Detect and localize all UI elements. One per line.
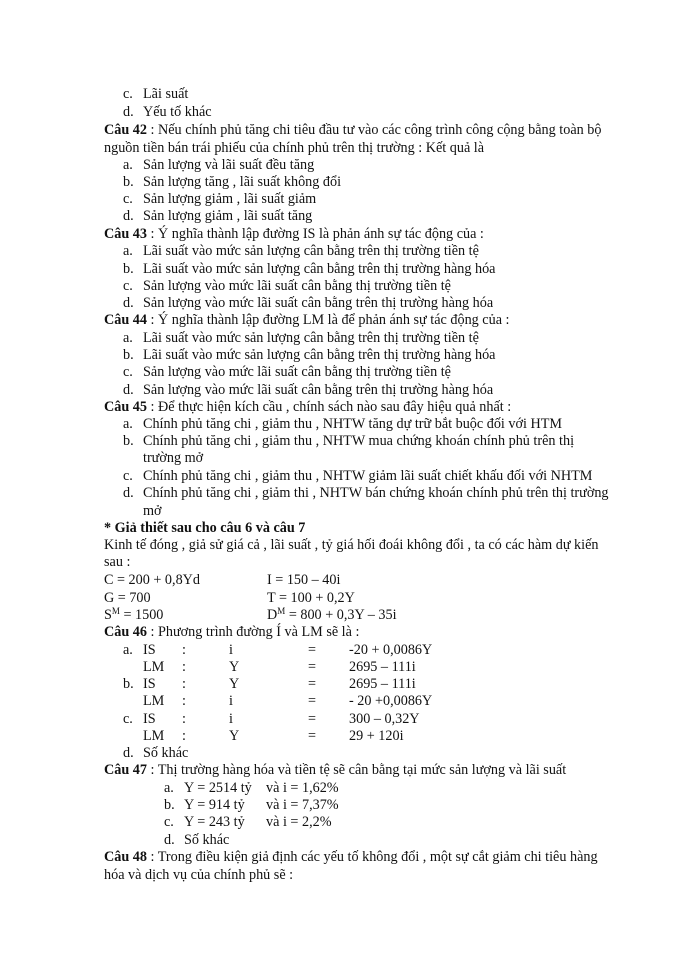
q45-option-b-text-line1: Chính phủ tăng chi , giảm thu , NHTW mua chứng khoán chính phủ trên thị [143,433,575,449]
question-44-text: : Ý nghĩa thành lập đường LM là để phản ánh sự tác động của : [146,312,510,328]
q46-row-colon: : [182,659,186,675]
option-c-text: Lãi suất [143,86,189,102]
q46-row-colon: : [182,728,186,744]
q43-option-c-letter: c. [123,278,133,294]
q42-option-d-text: Sản lượng giảm , lãi suất tăng [143,208,313,224]
question-43 [104,226,484,243]
q46-row-equals: = [308,642,317,658]
q46-row-equals: = [308,659,317,675]
q45-option-d-text-line1: Chính phủ tăng chi , giảm thi , NHTW bán chứng khoán chính phủ trên thị trường [143,485,609,501]
option-d-text: Yếu tố khác [143,104,212,120]
q45-option-a-letter: a. [123,416,133,432]
q46-row-variable: Y [229,728,240,744]
money-demand-expression: = 800 + 0,3Y – 35i [285,607,397,623]
q44-option-d-letter: d. [123,382,134,398]
money-demand-symbol: D [267,607,278,623]
q46-row-colon: : [182,642,186,658]
q43-option-b-letter: b. [123,261,134,277]
assumption-text-line2: sau : [104,554,131,570]
q46-row-colon: : [182,711,186,727]
q42-option-b-letter: b. [123,174,134,190]
question-46-text: : Phương trình đường Í và LM sẽ là : [146,624,360,640]
question-44-number: Câu 44 [104,312,147,328]
q43-option-b-text: Lãi suất vào mức sản lượng cân bằng trên thị trường hàng hóa [143,261,496,277]
equation-consumption: C = 200 + 0,8Yd [104,572,201,588]
money-supply-value: = 1500 [119,607,164,623]
question-44 [104,312,509,329]
q46-row-equals: = [308,728,317,744]
question-48-text-line2: hóa và dịch vụ của chính phủ sẽ : [104,867,294,883]
q46-row-curve: IS [143,676,156,692]
option-d-letter: d. [123,104,134,120]
q42-option-a-text: Sản lượng và lãi suất đều tăng [143,157,315,173]
q46-row-curve: LM [143,693,165,709]
q44-option-b-letter: b. [123,347,134,363]
q43-option-d-letter: d. [123,295,134,311]
question-45-number: Câu 45 [104,399,147,415]
equation-tax: T = 100 + 0,2Y [267,590,355,606]
q45-option-d-text-line2: mở [143,503,162,519]
question-46-number: Câu 46 [104,624,147,640]
q46-row-curve: IS [143,642,156,658]
money-supply-superscript: M [111,606,120,616]
q46-row-expression: 300 – 0,32Y [349,711,420,727]
assumption-heading: * Giả thiết sau cho câu 6 và câu 7 [104,520,306,536]
q46-option-d-text: Số khác [143,745,189,761]
q42-option-c-letter: c. [123,191,133,207]
q43-option-a-letter: a. [123,243,133,259]
q47-option-c-rate: và i = 2,2% [266,814,332,830]
q45-option-c-letter: c. [123,468,133,484]
q44-option-a-letter: a. [123,330,133,346]
q46-option-d-letter: d. [123,745,134,761]
question-42-number: Câu 42 [104,122,147,138]
q42-option-b-text: Sản lượng tăng , lãi suất không đổi [143,174,342,190]
question-48-number: Câu 48 [104,849,147,865]
assumption-text-line1: Kinh tế đóng , giả sử giá cả , lãi suất , tỷ giá hối đoái không đổi , ta có các hàm dự kiến [104,537,599,553]
money-supply-symbol: S [104,607,112,623]
q43-option-a-text: Lãi suất vào mức sản lượng cân bằng trên thị trường tiền tệ [143,243,479,259]
q46-row-equals: = [308,693,317,709]
q46-row-variable: Y [229,659,240,675]
money-demand-superscript: M [277,606,286,616]
q44-option-c-letter: c. [123,364,133,380]
q42-option-a-letter: a. [123,157,133,173]
question-42-text-line2: nguồn tiền bán trái phiếu của chính phủ trên thị trường : Kết quả là [104,140,485,156]
q45-option-a-text: Chính phủ tăng chi , giảm thu , NHTW tăng dự trữ bắt buộc đối với HTM [143,416,563,432]
q46-row-equals: = [308,676,317,692]
q44-option-b-text: Lãi suất vào mức sản lượng cân bằng trên thị trường hàng hóa [143,347,496,363]
q46-row-letter: b. [123,676,134,692]
q46-row-letter: a. [123,642,133,658]
equation-money-supply [104,607,163,624]
q44-option-d-text: Sản lượng vào mức lãi suất cân bằng trên thị trường hàng hóa [143,382,494,398]
q46-row-expression: 29 + 120i [349,728,404,744]
q47-option-b-letter: b. [164,797,175,813]
q46-row-expression: 2695 – 111i [349,659,416,675]
question-42-text-line1: : Nếu chính phủ tăng chi tiêu đầu tư vào các công trình công cộng bằng toàn bộ [146,122,602,138]
q46-row-variable: i [229,642,233,658]
q44-option-c-text: Sản lượng vào mức lãi suất cân bằng thị trường tiền tệ [143,364,451,380]
question-43-text: : Ý nghĩa thành lập đường IS là phản ánh sự tác động của : [146,226,484,242]
q46-row-expression: 2695 – 111i [349,676,416,692]
equation-money-demand [267,607,397,624]
question-46 [104,624,359,641]
q43-option-c-text: Sản lượng vào mức lãi suất cân bằng thị trường tiền tệ [143,278,451,294]
q47-option-b-output: Y = 914 tỷ [184,797,245,813]
q47-option-d-letter: d. [164,832,175,848]
question-48 [104,849,598,866]
q46-row-variable: i [229,711,233,727]
q46-row-curve: LM [143,659,165,675]
q47-option-b-rate: và i = 7,37% [266,797,339,813]
q42-option-c-text: Sản lượng giảm , lãi suất giảm [143,191,317,207]
equation-investment: I = 150 – 40i [267,572,341,588]
question-45 [104,399,511,416]
q44-option-a-text: Lãi suất vào mức sản lượng cân bằng trên thị trường tiền tệ [143,330,479,346]
q47-option-d-text: Số khác [184,832,230,848]
q43-option-d-text: Sản lượng vào mức lãi suất cân bằng trên thị trường hàng hóa [143,295,494,311]
question-47-text: : Thị trường hàng hóa và tiền tệ sẽ cân bằng tại mức sản lượng và lãi suất [146,762,567,778]
q46-row-variable: Y [229,676,240,692]
q42-option-d-letter: d. [123,208,134,224]
equation-government: G = 700 [104,590,151,606]
question-45-text: : Để thực hiện kích cầu , chính sách nào sau đây hiệu quả nhất : [146,399,512,415]
q45-option-c-text: Chính phủ tăng chi , giảm thu , NHTW giảm lãi suất chiết khấu đối với NHTM [143,468,593,484]
q47-option-a-output: Y = 2514 tỷ [184,780,252,796]
question-42 [104,122,601,139]
q45-option-b-text-line2: trường mở [143,450,204,466]
q46-row-variable: i [229,693,233,709]
q47-option-a-letter: a. [164,780,174,796]
question-47 [104,762,566,779]
q45-option-b-letter: b. [123,433,134,449]
q46-row-expression: - 20 +0,0086Y [349,693,433,709]
q46-row-colon: : [182,693,186,709]
q46-row-equals: = [308,711,317,727]
question-48-text-line1: : Trong điều kiện giả định các yếu tố không đổi , một sự cắt giảm chi tiêu hàng [146,849,598,865]
q46-row-letter: c. [123,711,133,727]
q47-option-c-letter: c. [164,814,174,830]
q47-option-c-output: Y = 243 tỷ [184,814,245,830]
q46-row-curve: IS [143,711,156,727]
q46-row-colon: : [182,676,186,692]
q45-option-d-letter: d. [123,485,134,501]
q46-row-curve: LM [143,728,165,744]
option-c-letter: c. [123,86,133,102]
question-47-number: Câu 47 [104,762,147,778]
question-43-number: Câu 43 [104,226,147,242]
q46-row-expression: -20 + 0,0086Y [349,642,433,658]
q47-option-a-rate: và i = 1,62% [266,780,339,796]
